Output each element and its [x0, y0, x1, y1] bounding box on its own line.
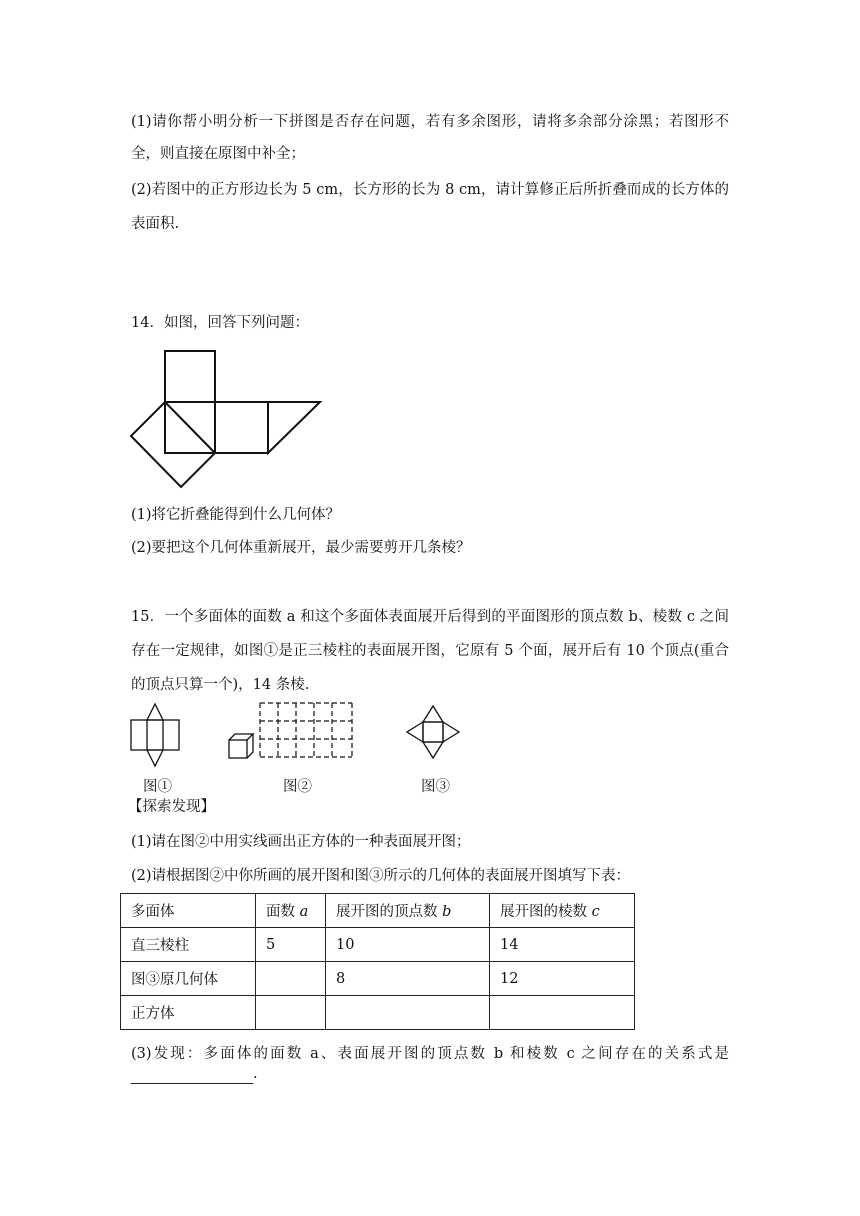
q13-part1-line2: 全，则直接在原图中补全； — [131, 146, 305, 162]
q13-part1-line1: (1)请你帮小明分析一下拼图是否存在问题，若有多余图形，请将多余部分涂黑；若图形不 — [131, 114, 729, 130]
fig1-prism-net — [125, 698, 185, 770]
table-cell: 正方体 — [121, 996, 256, 1030]
period: . — [253, 1066, 258, 1082]
fig2-caption: 图② — [283, 779, 312, 795]
table-cell: 5 — [256, 928, 326, 962]
answer-blank[interactable] — [131, 1069, 253, 1084]
q14-part2: (2)要把这个几何体重新展开，最少需要剪开几条棱？ — [131, 540, 471, 556]
header-vertices: 展开图的顶点数 b — [326, 894, 490, 928]
table-row — [121, 996, 635, 1030]
q14-triangle — [268, 402, 320, 453]
fig3-caption: 图③ — [421, 779, 450, 795]
explore-heading: 【探索发现】 — [128, 799, 215, 815]
fig1-caption: 图① — [143, 779, 172, 795]
table-cell: 12 — [490, 962, 635, 996]
fig3-pyramid-net — [404, 703, 462, 761]
cube-icon — [226, 732, 256, 762]
q15-stem-line1: 15．一个多面体的面数 a 和这个多面体表面展开后得到的平面图形的顶点数 b、棱数 c 之间 — [131, 609, 729, 625]
q14-net-figure — [125, 345, 330, 495]
q15-part2: (2)请根据图②中你所画的展开图和图③所示的几何体的表面展开图填写下表： — [131, 868, 631, 884]
table-cell: 直三棱柱 — [121, 928, 256, 962]
answer-cell[interactable] — [256, 996, 326, 1030]
table-cell: 图③原几何体 — [121, 962, 256, 996]
q14-tilted-square — [131, 402, 215, 487]
q13-part2-line1: (2)若图中的正方形边长为 5 cm，长方形的长为 8 cm，请计算修正后所折叠而成的长方体的 — [131, 182, 729, 198]
table-row — [121, 928, 635, 962]
q15-part3-line2 — [131, 1064, 258, 1084]
header-edges: 展开图的棱数 c — [490, 894, 635, 928]
q15-part3-line1: (3)发现：多面体的面数 a、表面展开图的顶点数 b 和棱数 c 之间存在的关系式是 — [131, 1046, 729, 1062]
q14-part1: (1)将它折叠能得到什么几何体？ — [131, 507, 341, 523]
table-cell: 10 — [326, 928, 490, 962]
table-cell: 8 — [326, 962, 490, 996]
q15-stem-line3: 的顶点只算一个)，14 条棱. — [131, 677, 310, 693]
answer-cell[interactable] — [326, 996, 490, 1030]
q14-rectangle-strip — [215, 402, 268, 453]
header-faces: 面数 a — [256, 894, 326, 928]
fig2-dashed-grid[interactable] — [257, 700, 355, 760]
table-row — [121, 962, 635, 996]
q15-part1: (1)请在图②中用实线画出正方体的一种表面展开图； — [131, 834, 471, 850]
table-header-row — [121, 894, 635, 928]
header-polyhedron: 多面体 — [121, 894, 256, 928]
q13-part2-line2: 表面积. — [131, 216, 180, 232]
table-cell: 14 — [490, 928, 635, 962]
polyhedron-table — [120, 893, 635, 1030]
answer-cell[interactable] — [490, 996, 635, 1030]
answer-cell[interactable] — [256, 962, 326, 996]
q15-stem-line2: 存在一定规律，如图①是正三棱柱的表面展开图，它原有 5 个面，展开后有 10 个顶点(重合 — [131, 643, 729, 659]
q14-top-square — [165, 351, 215, 402]
q14-stem: 14．如图，回答下列问题： — [131, 315, 309, 331]
